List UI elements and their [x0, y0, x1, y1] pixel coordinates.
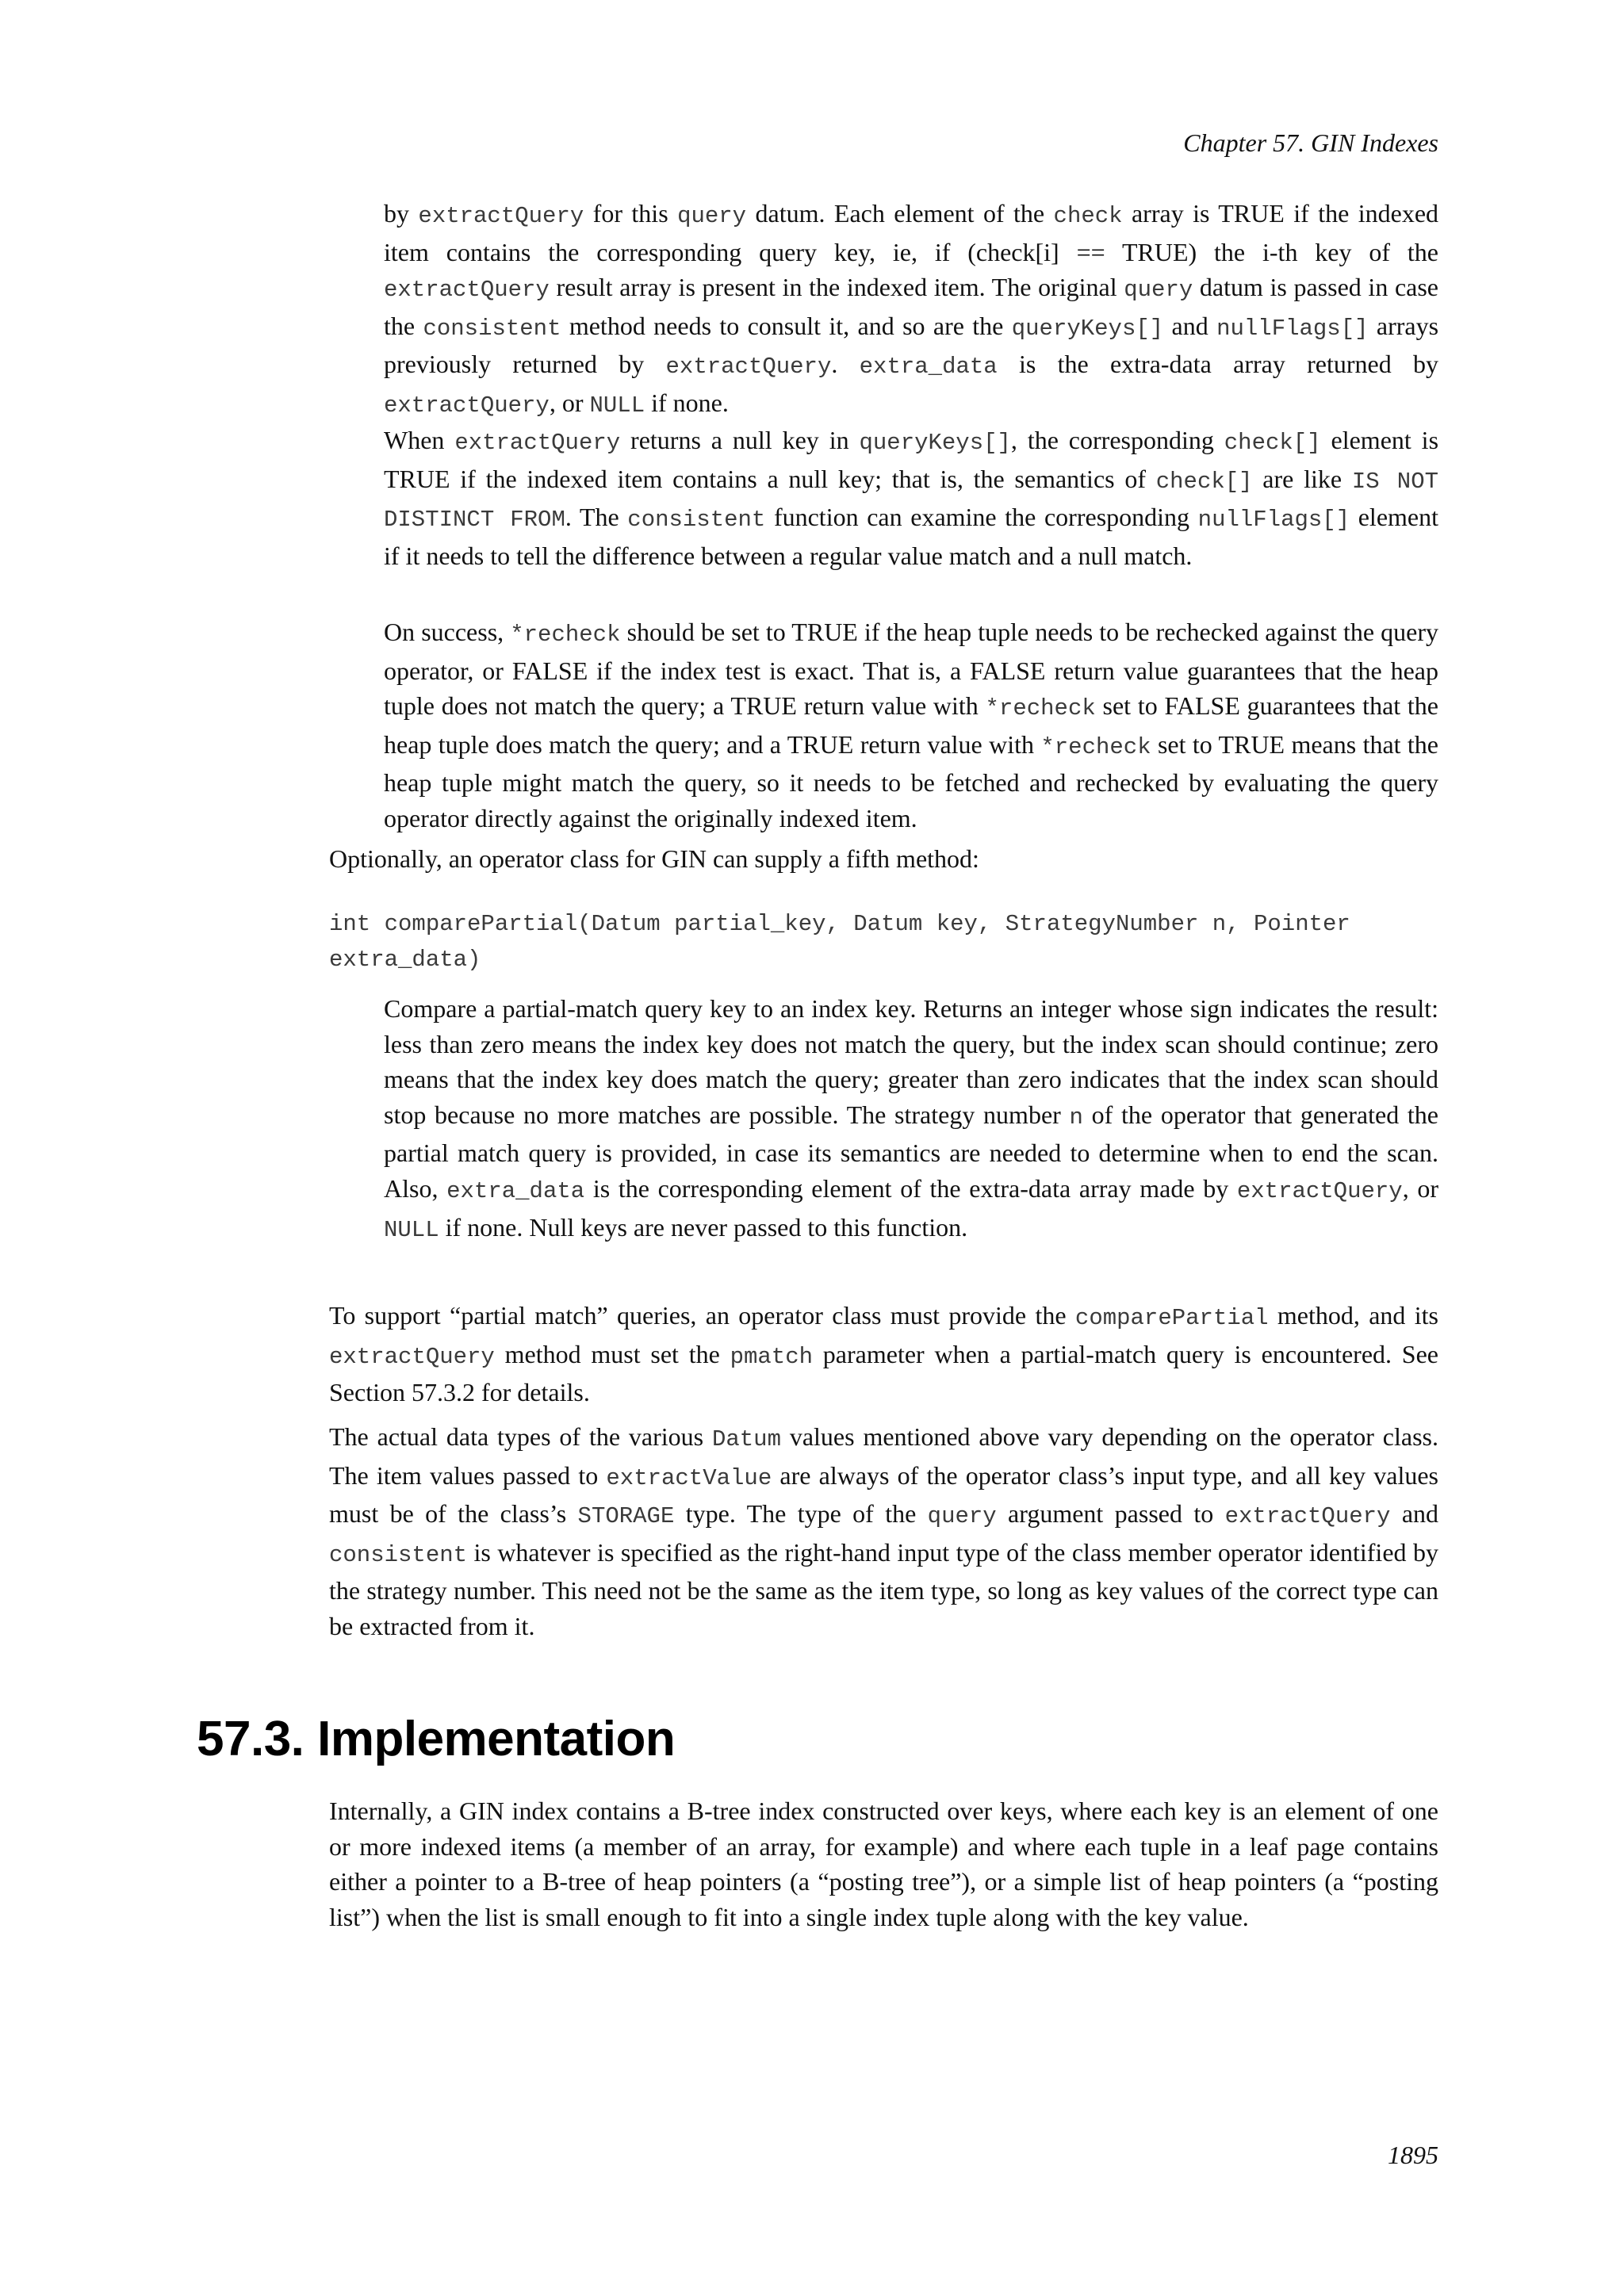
inline-code: queryKeys[]: [1011, 315, 1164, 342]
paragraph: [384, 614, 1438, 836]
inline-code: queryKeys[]: [859, 430, 1011, 456]
inline-code: extractQuery: [665, 354, 832, 381]
signature-line: int comparePartial(Datum partial_key, Datum key, StrategyNumber n, Pointer: [329, 911, 1350, 937]
recheck-paragraph: On success, *recheck should be set to TRUE if the heap tuple needs to be rechecked against the query operator, or FALSE if the index test is exact. That is, a FALSE return value guarantees that the heap tuple does not match the query; a TRUE return value with *recheck set to FALSE guarantees that the heap tuple does match the query; and a TRUE return value with *recheck set to TRUE means that the heap tuple might match the query, so it needs to be fetched and rechecked by evaluating the query operator directly against the originally indexed item.: [384, 618, 1439, 832]
inline-code: check[]: [1155, 468, 1253, 495]
null-key-paragraph: When extractQuery returns a null key in queryKeys[], the corresponding check[] element is TRUE if the indexed item contains a null key; that is, the semantics of check[] are like IS NOT DISTINCT FROM. The consistent function can examine the corresponding nullFlags[] element if it needs to tell the difference between a regular value match and a null match.: [384, 426, 1439, 570]
inline-code: extra_data: [446, 1177, 585, 1204]
partial-match-paragraph: To support “partial match” queries, an operator class must provide the comparePartial method, and its extractQuery method must set the pmatch parameter when a partial-match query is encountered. See Section 57.3.2 for details.: [329, 1301, 1439, 1407]
inline-code: pmatch: [730, 1343, 814, 1370]
inline-code: NULL: [384, 1216, 439, 1243]
inline-code: consistent: [329, 1541, 468, 1568]
paragraph: [329, 1419, 1438, 1644]
page-number: 1895: [1388, 2141, 1438, 2169]
inline-code: check[]: [1224, 430, 1321, 456]
inline-code: nullFlags[]: [1197, 507, 1350, 534]
inline-code: comparePartial: [1074, 1305, 1269, 1331]
datum-types-paragraph: The actual data types of the various Datum values mentioned above vary depending on the operator class. The item values passed to extractValue are always of the operator class’s input type, and all key values must be of the class’s STORAGE type. The type of the query argument passed to extractQuery and consistent is whatever is specified as the right-hand input type of the class member operator identified by the strategy number. This need not be the same as the item type, so long as key values of the correct type can be extracted from it.: [329, 1422, 1439, 1640]
inline-code: extractQuery: [1236, 1177, 1403, 1204]
inline-code: *recheck: [510, 622, 621, 648]
inline-code: STORAGE: [577, 1503, 675, 1530]
inline-code: query: [1124, 277, 1193, 304]
inline-code: consistent: [627, 507, 766, 534]
paragraph: [384, 423, 1438, 573]
inline-code: extractQuery: [1224, 1503, 1391, 1530]
inline-code: extractQuery: [384, 392, 550, 419]
inline-code: IS NOT DISTINCT FROM: [384, 468, 1439, 534]
inline-code: *recheck: [1040, 733, 1151, 760]
running-head: Chapter 57. GIN Indexes: [1183, 128, 1438, 157]
paragraph: [384, 196, 1438, 424]
paragraph: [329, 1298, 1438, 1410]
compare-partial-description: Compare a partial-match query key to an index key. Returns an integer whose sign indicates the result: less than zero means the index key does not match the query, but the index scan should continue; zero means that the index key does match the query; greater than zero indicates that the index scan should stop because no more matches are possible. The strategy number n of the operator that generated the partial match query is provided, in case its semantics are needed to determine when to end the scan. Also, extra_data is the corresponding element of the extra-data array made by extractQuery, or NULL if none. Null keys are never passed to this function.: [384, 994, 1439, 1243]
implementation-paragraph: Internally, a GIN index contains a B-tree index constructed over keys, where each key is an element of one or more indexed items (a member of an array, for example) and where each tuple in a leaf page contains either a pointer to a B-tree of heap pointers (a “posting tree”), or a simple list of heap pointers (a “posting list”) when the list is small enough to fit into a single index tuple along with the key value.: [329, 1797, 1438, 1931]
function-signature: [329, 907, 1438, 978]
inline-code: nullFlags[]: [1216, 315, 1369, 342]
inline-code: extractQuery: [329, 1343, 495, 1370]
inline-code: extractQuery: [454, 430, 621, 456]
inline-code: extractQuery: [418, 203, 584, 229]
fifth-method-intro: Optionally, an operator class for GIN can supply a fifth method:: [329, 844, 979, 873]
inline-code: consistent: [423, 315, 561, 342]
paragraph: [329, 1793, 1438, 1934]
inline-code: query: [927, 1503, 997, 1530]
inline-code: n: [1069, 1104, 1083, 1131]
inline-code: query: [677, 203, 747, 229]
paragraph: [384, 991, 1438, 1248]
inline-code: *recheck: [985, 695, 1096, 722]
inline-code: Datum: [711, 1426, 781, 1452]
consistent-description-continued: by extractQuery for this query datum. Each element of the check array is TRUE if the indexed item contains the corresponding query key, ie, if (check[i] == TRUE) the i-th key of the extractQuery result array is present in the indexed item. The original query datum is passed in case the consistent method needs to consult it, and so are the queryKeys[] and nullFlags[] arrays previously returned by extractQuery. extra_data is the extra-data array returned by extractQuery, or NULL if none.: [384, 199, 1439, 419]
signature-line: extra_data): [329, 946, 481, 973]
inline-code: extractQuery: [384, 277, 550, 304]
inline-code: extractValue: [606, 1464, 772, 1491]
inline-code: extra_data: [859, 354, 998, 381]
inline-code: NULL: [589, 392, 645, 419]
section-heading: 57.3. Implementation: [197, 1712, 676, 1766]
inline-code: check: [1053, 203, 1123, 229]
paragraph: [329, 841, 1438, 877]
